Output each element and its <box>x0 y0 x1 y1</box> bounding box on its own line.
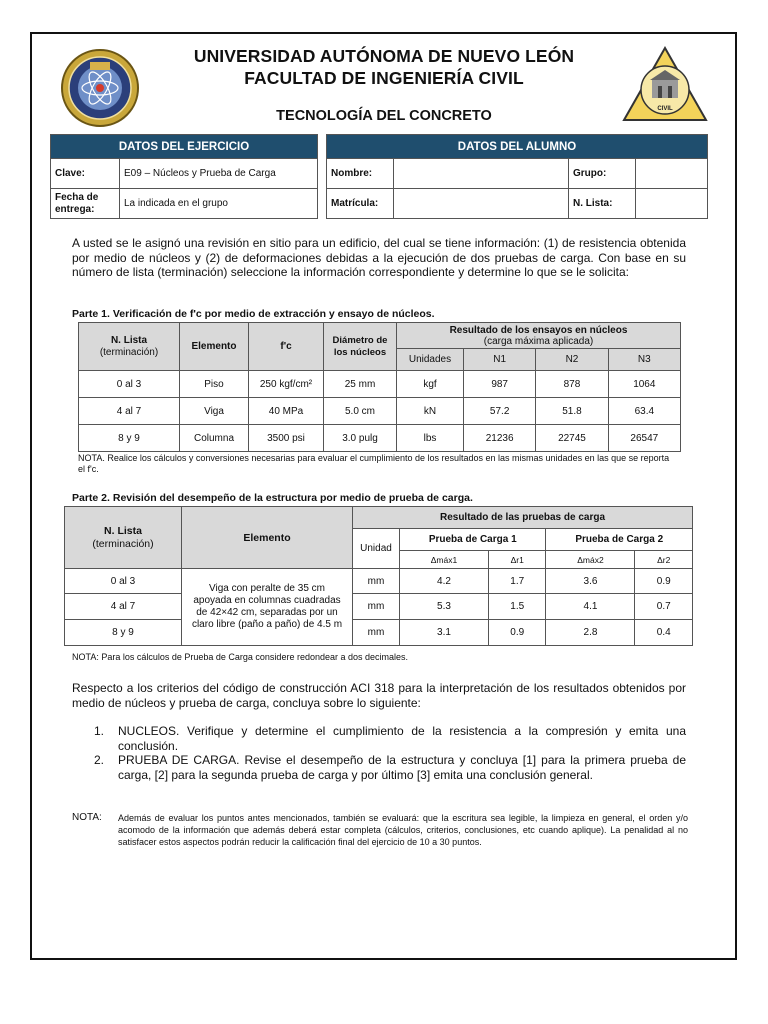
part2-note: NOTA: Para los cálculos de Prueba de Carga considere redondear a dos decimales. <box>72 652 409 662</box>
p1-cell-n2: 51.8 <box>536 398 608 425</box>
part1-note: NOTA. Realice los cálculos y conversiones necesarias para evaluar el cumplimiento de los resultados en las mismas unidades en las que se reporta el f'c. <box>78 453 670 474</box>
student-data-table <box>326 134 708 219</box>
p2-col-nlista-sub: (terminación) <box>92 537 154 550</box>
p2-cell-dr2: 0.9 <box>635 569 693 594</box>
p2-col-dr2: Δr2 <box>635 551 693 569</box>
task-number: 2. <box>94 753 105 767</box>
p1-cell-elemento: Piso <box>180 371 249 398</box>
p2-col-resultado: Resultado de las pruebas de carga <box>353 507 693 529</box>
nombre-label: Nombre: <box>327 159 394 189</box>
exercise-data-header: DATOS DEL EJERCICIO <box>51 135 318 159</box>
table-row <box>65 569 693 594</box>
part1-heading: Parte 1. Verificación de f'c por medio de extracción y ensayo de núcleos. <box>72 308 435 320</box>
p1-cell-lista: 0 al 3 <box>79 371 180 398</box>
exercise-data-table <box>50 134 318 219</box>
p1-col-diametro <box>324 323 397 371</box>
p1-col-diametro-1: Diámetro de <box>332 334 388 346</box>
p2-cell-lista: 0 al 3 <box>65 569 182 594</box>
p1-cell-elemento: Columna <box>180 425 249 452</box>
p2-cell-lista: 8 y 9 <box>65 620 182 646</box>
matricula-field[interactable] <box>394 189 569 219</box>
p1-cell-n3: 26547 <box>608 425 680 452</box>
p2-col-elemento: Elemento <box>182 507 353 569</box>
p1-cell-n3: 63.4 <box>608 398 680 425</box>
p1-cell-fc: 250 kgf/cm² <box>249 371 324 398</box>
criteria-paragraph: Respecto a los criterios del código de construcción ACI 318 para la interpretación de los resultados obtenidos por medio de núcleos y prueba de carga, concluya sobre lo siguiente: <box>72 681 686 710</box>
nlista-label: N. Lista: <box>569 189 636 219</box>
p2-cell-dr1: 0.9 <box>488 620 546 646</box>
p2-cell-dmax1: 5.3 <box>400 594 489 620</box>
p1-cell-n3: 1064 <box>608 371 680 398</box>
p2-cell-dmax1: 4.2 <box>400 569 489 594</box>
p1-cell-diam: 3.0 pulg <box>324 425 397 452</box>
p1-col-nlista-sub: (terminación) <box>99 346 159 358</box>
table-row <box>79 398 681 425</box>
p1-col-nlista-label: N. Lista <box>110 334 148 346</box>
p2-cell-dr2: 0.4 <box>635 620 693 646</box>
p2-cell-dr1: 1.7 <box>488 569 546 594</box>
p2-cell-dmax2: 3.6 <box>546 569 635 594</box>
p2-cell-dmax1: 3.1 <box>400 620 489 646</box>
p1-col-resultado-2: (carga máxima aplicada) <box>483 335 594 347</box>
intro-paragraph: A usted se le asignó una revisión en sitio para un edificio, del cual se tiene información: (1) de resistencia obtenida por medio de núcleos y (2) de deformaciones debidas a la ejecución de dos pruebas de carga. Con base en su número de lista (terminación) seleccione la información correspondiente y determine lo que se le solicita: <box>72 236 686 279</box>
fecha-label <box>51 189 120 219</box>
p2-col-nlista-label: N. Lista <box>104 524 142 537</box>
p1-col-n2: N2 <box>536 349 608 371</box>
p2-cell-elemento-desc: Viga con peralte de 35 cm apoyada en columnas cuadradas de 42×42 cm, separadas por un claro libre (paño a paño) de 4.5 m <box>182 569 353 646</box>
p1-cell-diam: 25 mm <box>324 371 397 398</box>
p2-cell-dmax2: 2.8 <box>546 620 635 646</box>
p2-col-dmax2: Δmáx2 <box>546 551 635 569</box>
p2-col-dmax1: Δmáx1 <box>400 551 489 569</box>
p2-cell-unidad: mm <box>353 620 400 646</box>
task-number: 1. <box>94 724 105 738</box>
p1-cell-lista: 4 al 7 <box>79 398 180 425</box>
fecha-value: La indicada en el grupo <box>120 189 318 219</box>
p1-col-n3: N3 <box>608 349 680 371</box>
p1-cell-fc: 40 MPa <box>249 398 324 425</box>
grupo-label: Grupo: <box>569 159 636 189</box>
p2-col-nlista <box>65 507 182 569</box>
p2-cell-unidad: mm <box>353 594 400 620</box>
civil-logo-text: CIVIL <box>657 106 673 112</box>
part2-table <box>64 506 693 646</box>
p2-cell-dr1: 1.5 <box>488 594 546 620</box>
p1-cell-n1: 57.2 <box>464 398 536 425</box>
table-row <box>79 371 681 398</box>
student-data-header: DATOS DEL ALUMNO <box>327 135 708 159</box>
final-note-label: NOTA: <box>72 812 102 823</box>
p1-cell-unidad: lbs <box>397 425 464 452</box>
p1-col-unidades: Unidades <box>397 349 464 371</box>
nombre-field[interactable] <box>394 159 569 189</box>
matricula-label: Matrícula: <box>327 189 394 219</box>
p2-cell-dmax2: 4.1 <box>546 594 635 620</box>
p2-col-prueba2: Prueba de Carga 2 <box>546 529 693 551</box>
p2-col-prueba1: Prueba de Carga 1 <box>400 529 546 551</box>
p1-cell-unidad: kgf <box>397 371 464 398</box>
p1-col-n1: N1 <box>464 349 536 371</box>
nlista-field[interactable] <box>636 189 708 219</box>
p1-cell-elemento: Viga <box>180 398 249 425</box>
task-text: NUCLEOS. Verifique y determine el cumplimiento de la resistencia a la compresión y emita una conclusión. <box>118 724 686 753</box>
p1-col-diametro-2: los núcleos <box>333 346 387 358</box>
p2-cell-lista: 4 al 7 <box>65 594 182 620</box>
clave-value: E09 – Núcleos y Prueba de Carga <box>120 159 318 189</box>
course-title: TECNOLOGÍA DEL CONCRETO <box>276 108 492 124</box>
p1-cell-n1: 21236 <box>464 425 536 452</box>
p1-col-elemento: Elemento <box>180 323 249 371</box>
p1-cell-unidad: kN <box>397 398 464 425</box>
p1-cell-n2: 878 <box>536 371 608 398</box>
p2-col-unidad: Unidad <box>353 529 400 569</box>
part2-heading: Parte 2. Revisión del desempeño de la estructura por medio de prueba de carga. <box>72 492 473 504</box>
p1-cell-n2: 22745 <box>536 425 608 452</box>
task-text: PRUEBA DE CARGA. Revise el desempeño de la estructura y concluya [1] para la primera prueba de carga, [2] para la segunda prueba de carga y por último [3] emita una conclusión general. <box>118 753 686 782</box>
table-row <box>79 425 681 452</box>
p2-cell-dr2: 0.7 <box>635 594 693 620</box>
table-row <box>65 594 693 620</box>
p1-cell-n1: 987 <box>464 371 536 398</box>
task-list <box>72 724 686 784</box>
part1-table <box>78 322 681 452</box>
grupo-field[interactable] <box>636 159 708 189</box>
p2-cell-unidad: mm <box>353 569 400 594</box>
faculty-title: FACULTAD DE INGENIERÍA CIVIL <box>244 68 524 88</box>
table-row <box>65 620 693 646</box>
final-note-text: Además de evaluar los puntos antes mencionados, también se evaluará: que la escritura sea legible, la limpieza en general, el orden y/o acomodo de la información que además deberá estar completa (cálculos, criterios, conclusiones, etc cuando aplique). La penalidad al no satisfacer estos aspectos podrán reducir la calificación final del ejercicio de 10 a 30 puntos. <box>118 813 688 847</box>
p2-col-dr1: Δr1 <box>488 551 546 569</box>
p1-col-fc: f'c <box>249 323 324 371</box>
p1-col-nlista <box>79 323 180 371</box>
university-title: UNIVERSIDAD AUTÓNOMA DE NUEVO LEÓN <box>193 46 575 66</box>
fecha-label-line1: Fecha de <box>55 191 99 203</box>
p1-col-resultado-1: Resultado de los ensayos en núcleos <box>449 324 628 336</box>
fecha-label-line2: entrega: <box>55 203 95 215</box>
p1-col-resultado <box>397 323 681 349</box>
p1-cell-fc: 3500 psi <box>249 425 324 452</box>
p1-cell-lista: 8 y 9 <box>79 425 180 452</box>
p1-cell-diam: 5.0 cm <box>324 398 397 425</box>
clave-label: Clave: <box>51 159 120 189</box>
